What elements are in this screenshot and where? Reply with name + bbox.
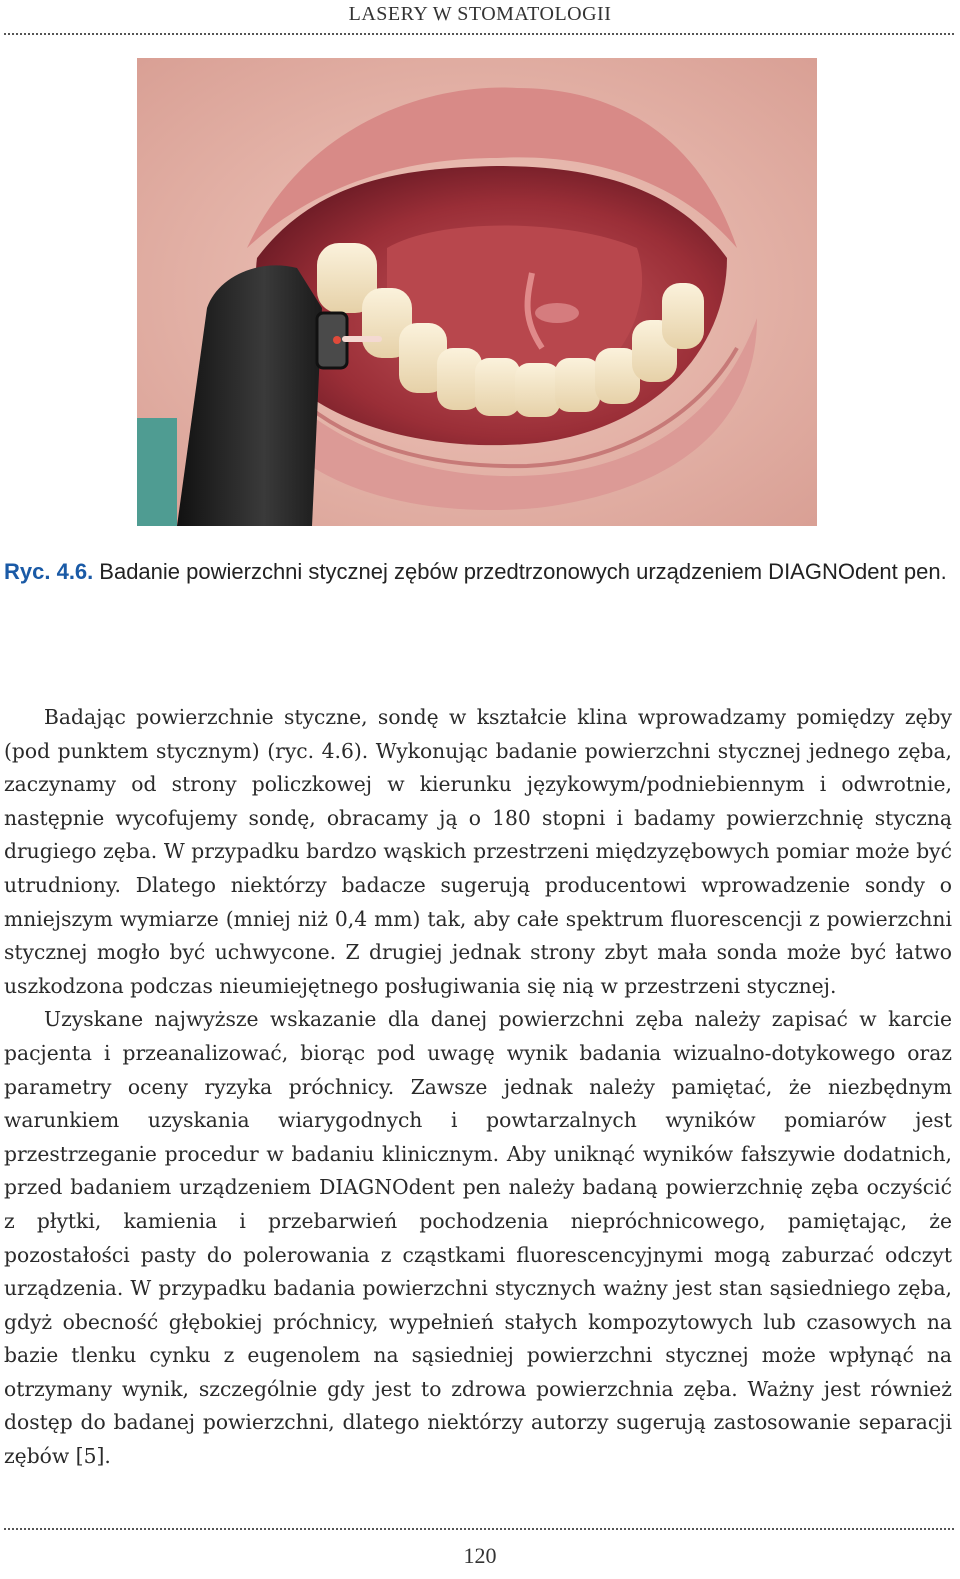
paragraph: Badając powierzchnie styczne, sondę w kształcie klina wprowadzamy pomiędzy zęby (pod punktem stycznym) (ryc. 4.6). Wykonując badanie powierzchni stycznej jednego zęba, zaczynamy od strony policzkowej w kierunku językowym/podniebiennym i odwrotnie, następnie wycofujemy sondę, obracamy ją o 180 stopni i badamy powierzchnię styczną drugiego zęba. W przypadku bardzo wąskich przestrzeni międzyzębowych pomiar może być utrudniony. Dlatego niektórzy badacze sugerują producentowi wprowadzenie sondy o mniejszym wymiarze (mniej niż 0,4 mm) tak, aby całe spektrum fluorescencji z powierzchni stycznej mogło być uchwycone. Z drugiej jednak strony zbyt mała sonda może być łatwo uszkodzona podczas nieumiejętnego posługiwania się nią w przestrzeni stycznej.	[4, 705, 952, 998]
tongue-highlight	[535, 303, 579, 323]
mouth-examination-illustration	[137, 58, 817, 526]
tooth	[515, 363, 560, 417]
footer-divider	[4, 1528, 954, 1530]
page-number: 120	[463, 1543, 497, 1568]
body-text	[4, 701, 952, 1474]
figure-photo	[137, 58, 817, 526]
probe-tip	[342, 336, 382, 342]
figure-caption-text: Badanie powierzchni stycznej zębów przedtrzonowych urządzeniem DIAGNOdent pen.	[99, 559, 947, 584]
teal-background-corner	[137, 418, 177, 526]
paragraph: Uzyskane najwyższe wskazanie dla danej powierzchni zęba należy zapisać w karcie pacjenta i przeanalizować, biorąc pod uwagę wynik badania wizualno-dotykowego oraz parametry oceny ryzyka próchnicy. Zawsze jednak należy pamiętać, że niezbędnym warunkiem uzyskania wiarygodnych i powtarzalnych wyników pomiarów jest przestrzeganie procedur w badaniu klinicznym. Aby uniknąć wyników fałszywie dodatnich, przed badaniem urządzeniem DIAGNOdent pen należy badaną powierzchnię zęba oczyścić z płytki, kamienia i przebarwień pochodzenia niepróchnicowego, pamiętając, że pozostałości pasty do polerowania z cząstkami fluorescencyjnymi mogą zaburzać odczyt urządzenia. W przypadku badania powierzchni stycznych ważny jest stan sąsiedniego zęba, gdyż obecność głębokiej próchnicy, wypełnień stałych kompozytowych lub czasowych na bazie tlenku cynku z eugenolem na sąsiedniej powierzchni stycznej może wpłynąć na otrzymany wynik, szczególnie gdy jest to zdrowa powierzchnia zęba. Ważny jest również dostęp do badanej powierzchni, dlatego niektórzy autorzy sugerują zastosowanie separacji zębów [5].	[4, 1007, 952, 1469]
figure-caption	[4, 556, 954, 587]
running-header	[0, 0, 960, 27]
figure-label: Ryc. 4.6.	[4, 559, 94, 584]
header-divider	[4, 33, 954, 35]
running-title: LASERY W STOMATOLOGII	[348, 3, 612, 25]
tooth	[475, 358, 520, 416]
tooth	[662, 283, 704, 349]
probe-light	[333, 336, 341, 344]
tooth	[555, 358, 600, 412]
